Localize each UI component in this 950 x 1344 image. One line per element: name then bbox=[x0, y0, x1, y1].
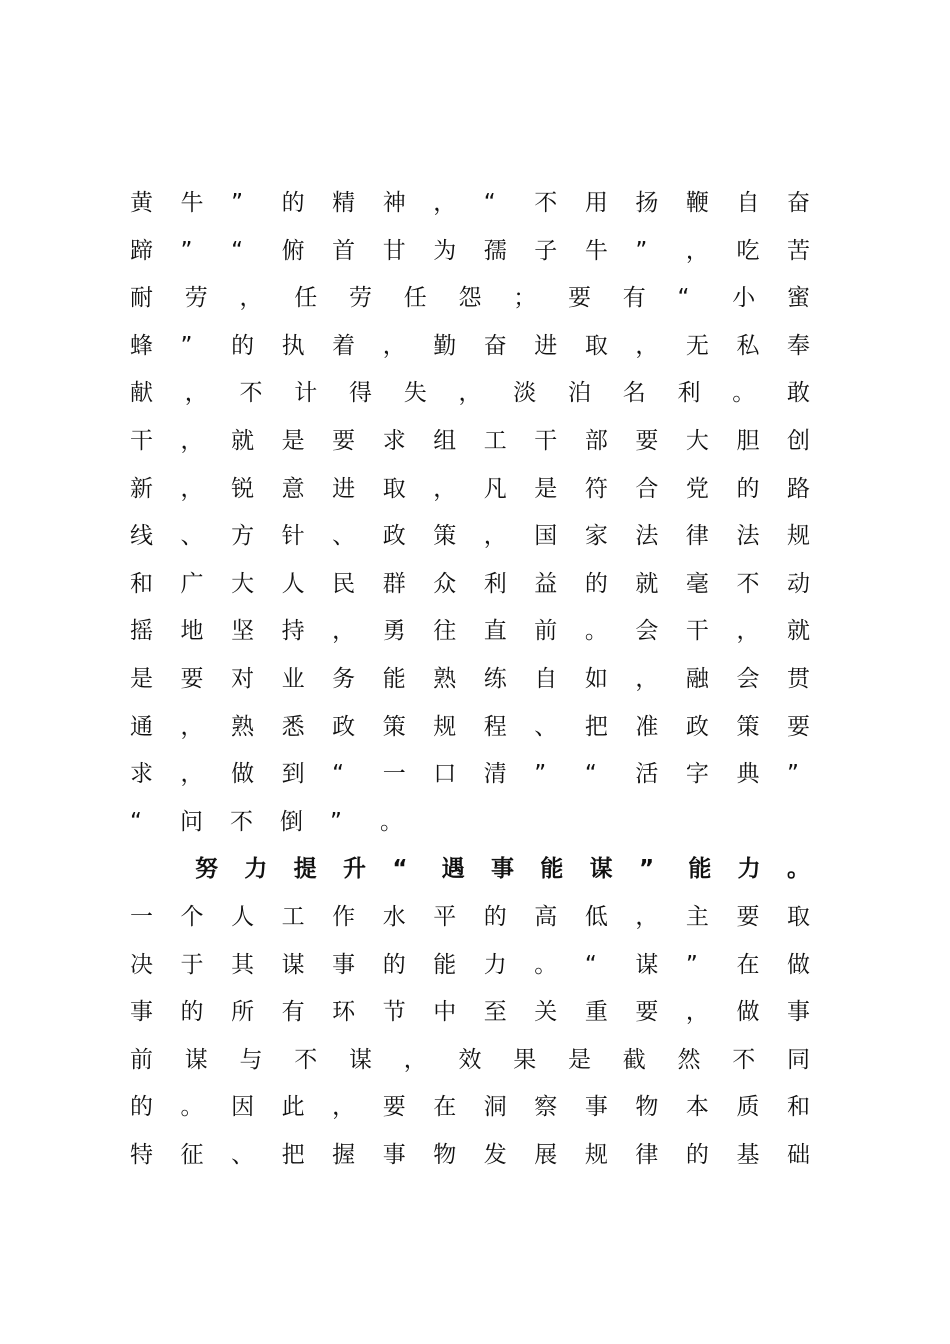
text-line: 一 个 人 工 作 水 平 的 高 低 ， 主 要 取 bbox=[130, 903, 810, 930]
text-line: 决 于 其 谋 事 的 能 力 。 “ 谋 ” 在 做 bbox=[130, 951, 810, 978]
text-line: 黄 牛 ” 的 精 神 ， “ 不 用 扬 鞭 自 奋 bbox=[130, 190, 810, 216]
text-line: 耐 劳 ， 任 劳 任 怨 ； 要 有 “ 小 蜜 bbox=[130, 285, 810, 312]
text-line: 事 的 所 有 环 节 中 至 关 重 要 ， 做 事 bbox=[130, 999, 810, 1026]
document-body bbox=[130, 180, 810, 1179]
text-line: 蜂 ” 的 执 着 ， 勤 奋 进 取 ， 无 私 奉 bbox=[130, 332, 810, 359]
text-line: 摇 地 坚 持 ， 勇 往 直 前 。 会 干 ， 就 bbox=[130, 618, 810, 645]
section-heading: 努 力 提 升 “ 遇 事 能 谋 ” 能 力 。 bbox=[195, 856, 810, 883]
text-line: 是 要 对 业 务 能 熟 练 自 如 ， 融 会 贯 bbox=[130, 665, 810, 692]
text-line: 干 ， 就 是 要 求 组 工 干 部 要 大 胆 创 bbox=[130, 427, 810, 454]
text-line: 前 谋 与 不 谋 ， 效 果 是 截 然 不 同 bbox=[130, 1046, 810, 1073]
text-line: “ 问 不 倒 ” 。 bbox=[130, 808, 403, 835]
text-line: 求 ， 做 到 “ 一 口 清 ” “ 活 字 典 ” bbox=[130, 761, 799, 788]
text-line: 和 广 大 人 民 群 众 利 益 的 就 毫 不 动 bbox=[130, 570, 810, 597]
text-line: 特 征 、 把 握 事 物 发 展 规 律 的 基 础 bbox=[130, 1141, 810, 1168]
text-line: 通 ， 熟 悉 政 策 规 程 、 把 准 政 策 要 bbox=[130, 713, 810, 740]
text-line: 新 ， 锐 意 进 取 ， 凡 是 符 合 党 的 路 bbox=[130, 475, 810, 502]
text-line: 献 ， 不 计 得 失 ， 淡 泊 名 利 。 敢 bbox=[130, 380, 810, 407]
text-line: 蹄 ” “ 俯 首 甘 为 孺 子 牛 ” ， 吃 苦 bbox=[130, 237, 810, 264]
text-line: 的 。 因 此 ， 要 在 洞 察 事 物 本 质 和 bbox=[130, 1094, 810, 1121]
text-line: 线 、 方 针 、 政 策 ， 国 家 法 律 法 规 bbox=[130, 523, 810, 550]
